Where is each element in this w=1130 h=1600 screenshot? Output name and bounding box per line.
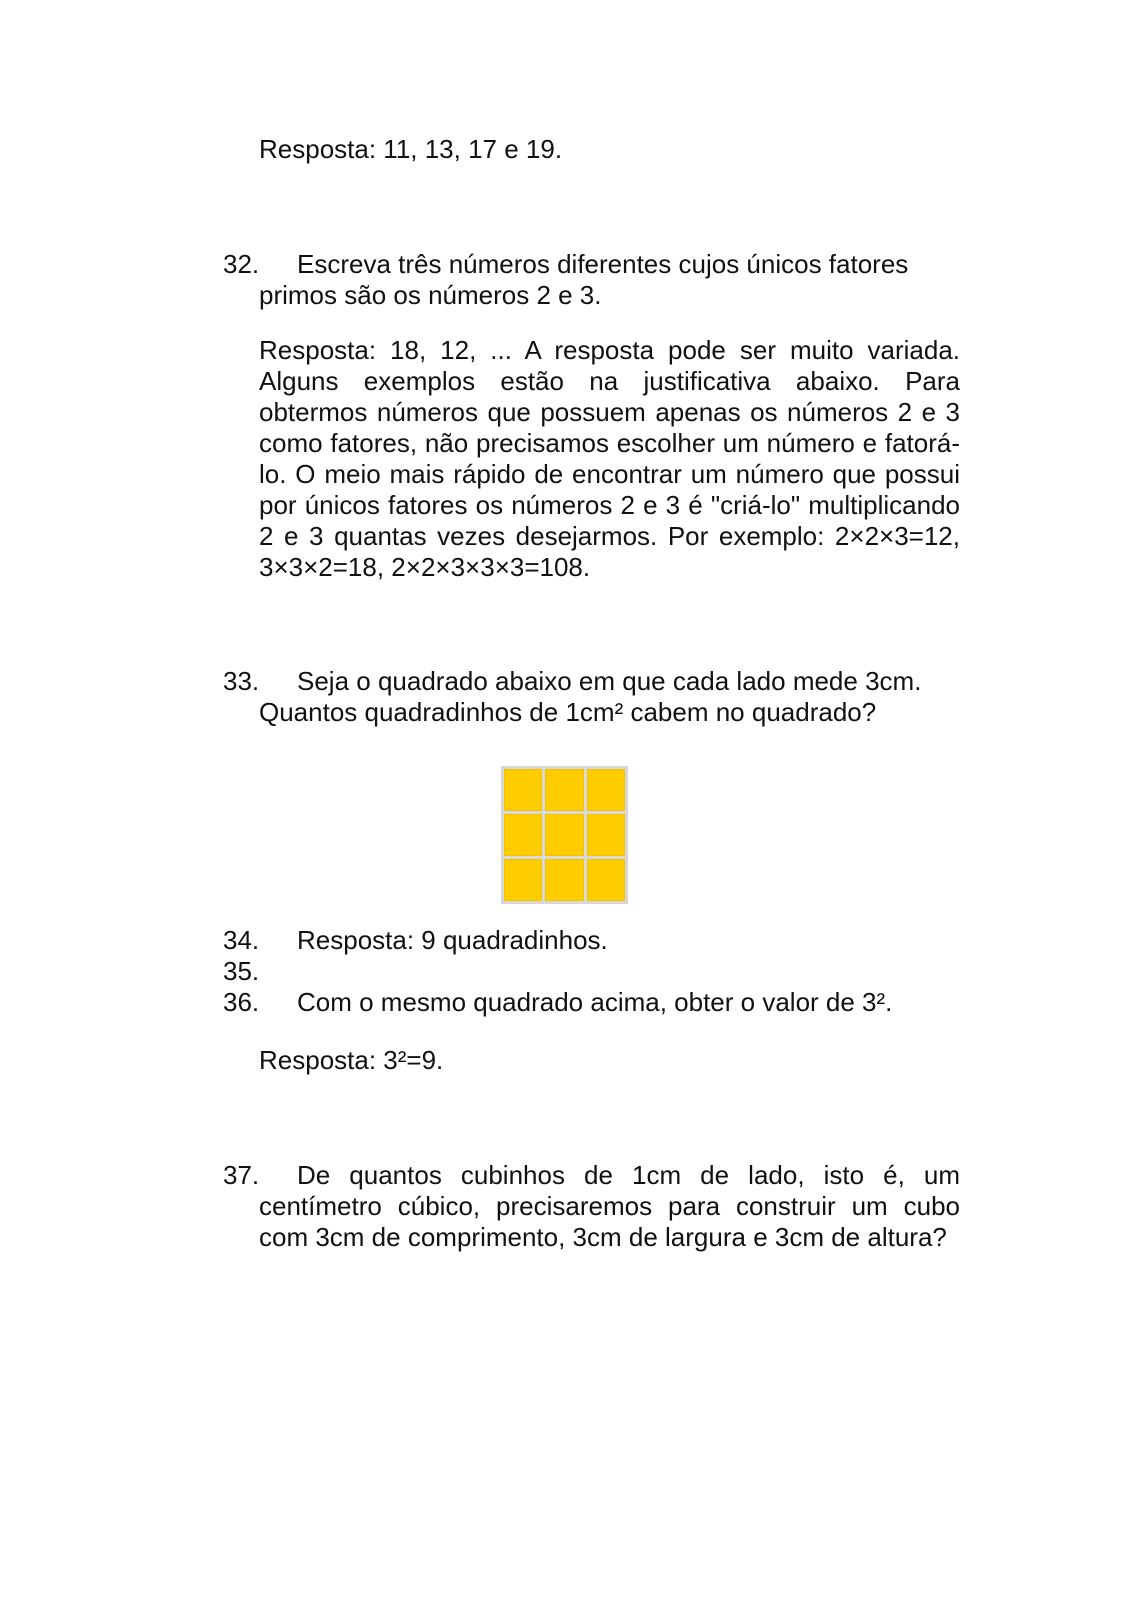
question-33-line-2: Quantos quadradinhos de 1cm² cabem no quadrado? (259, 697, 877, 727)
question-number: 33. (223, 666, 260, 696)
grid-cell (587, 769, 625, 811)
question-number: 32. (223, 249, 260, 279)
item-34-text: Resposta: 9 quadradinhos. (297, 925, 608, 955)
question-33-line-1: Seja o quadrado abaixo em que cada lado mede 3cm. (297, 666, 922, 696)
question-number: 37. (223, 1160, 260, 1190)
question-36-text: Com o mesmo quadrado acima, obter o valor de 3². (297, 987, 893, 1017)
question-32-line-1: Escreva três números diferentes cujos únicos fatores (297, 249, 909, 279)
question-number: 35. (223, 956, 260, 986)
question-number: 34. (223, 925, 260, 955)
question-33 (223, 666, 960, 728)
answer-31: Resposta: 11, 13, 17 e 19. (259, 134, 563, 164)
grid-cell (545, 859, 583, 901)
question-37 (223, 1160, 960, 1253)
square-grid-3x3 (501, 766, 628, 904)
grid-cell (504, 814, 542, 856)
question-number: 36. (223, 987, 260, 1017)
question-36 (223, 987, 960, 1018)
grid-cell (504, 859, 542, 901)
grid-cell (587, 859, 625, 901)
grid-cell (545, 814, 583, 856)
item-34 (223, 925, 960, 956)
grid-cell (545, 769, 583, 811)
grid-cell (504, 769, 542, 811)
question-37-text: De quantos cubinhos de 1cm de lado, isto é, um centímetro cúbico, precisaremos para construir um cubo com 3cm de comprimento, 3cm de largura e 3cm de altura? (259, 1160, 960, 1252)
answer-36: Resposta: 3²=9. (259, 1045, 444, 1075)
question-32-line-2: primos são os números 2 e 3. (259, 280, 602, 310)
answer-32: Resposta: 18, 12, ... A resposta pode ser muito variada. Alguns exemplos estão na justificativa abaixo. Para obtermos números que possuem apenas os números 2 e 3 como fatores, não precisamos escolher um número e fatorá-lo. O meio mais rápido de encontrar um número que possui por únicos fatores os números 2 e 3 é "criá-lo" multiplicando 2 e 3 quantas vezes desejarmos. Por exemplo: 2×2×3=12, 3×3×2=18, 2×2×3×3×3=108. (259, 335, 960, 582)
grid-cell (587, 814, 625, 856)
question-32 (223, 249, 960, 311)
